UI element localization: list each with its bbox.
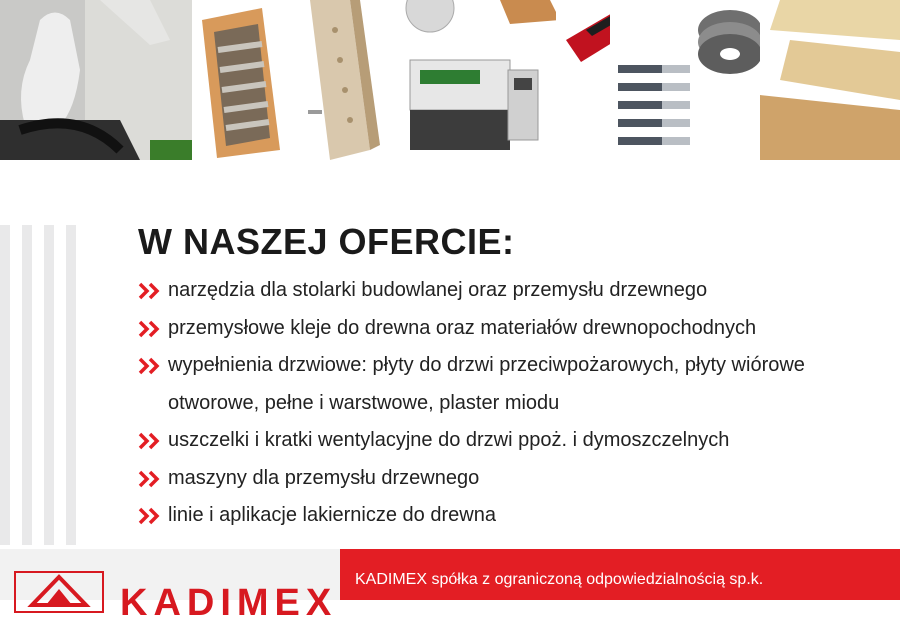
cutter-head-photo [690,0,770,160]
offer-item [138,310,878,348]
offer-item [138,272,878,310]
spray-robot-photo [0,0,192,160]
product-photo-strip [0,0,900,160]
vent-grille-photo [192,0,290,160]
wood-boards-photo [760,0,900,160]
offer-item [138,422,878,460]
drill-bits-photo [610,0,700,160]
kadimex-logo-icon [14,571,104,605]
door-panel-photo [290,0,390,160]
red-double-chevron-icon [138,470,162,488]
red-double-chevron-icon [138,507,162,525]
footer-company-bar [340,549,900,600]
company-name: KADIMEX spółka z ograniczoną odpowiedzialnością sp.k. [355,571,764,588]
brand-name: KADIMEX [120,582,338,624]
offer-list [138,272,878,535]
offer-item [138,347,878,422]
red-double-chevron-icon [138,357,162,375]
offer-section [138,222,878,535]
footer-logo-area [0,549,340,624]
red-double-chevron-icon [138,432,162,450]
offer-item [138,497,878,535]
offer-title: W NASZEJ OFERCIE: [138,221,515,262]
offer-item-text: przemysłowe kleje do drewna oraz materiałów drewnopochodnych [168,316,757,339]
offer-item-text: narzędzia dla stolarki budowlanej oraz przemysłu drzewnego [168,279,708,301]
offer-item-text: wypełnienia drzwiowe: płyty do drzwi przeciwpożarowych, płyty wiórowe otworowe, pełne i warstwowe, plaster miodu [168,354,805,414]
offer-item-text: uszczelki i kratki wentylacyjne do drzwi ppoż. i dymoszczelnych [168,429,730,451]
decorative-stripes [0,225,80,545]
offer-item-text: maszyny dla przemysłu drzewnego [168,466,480,489]
offer-item [138,460,878,498]
offer-item-text: linie i aplikacje lakiernicze do drewna [168,504,496,526]
red-double-chevron-icon [138,320,162,338]
red-double-chevron-icon [138,282,162,300]
